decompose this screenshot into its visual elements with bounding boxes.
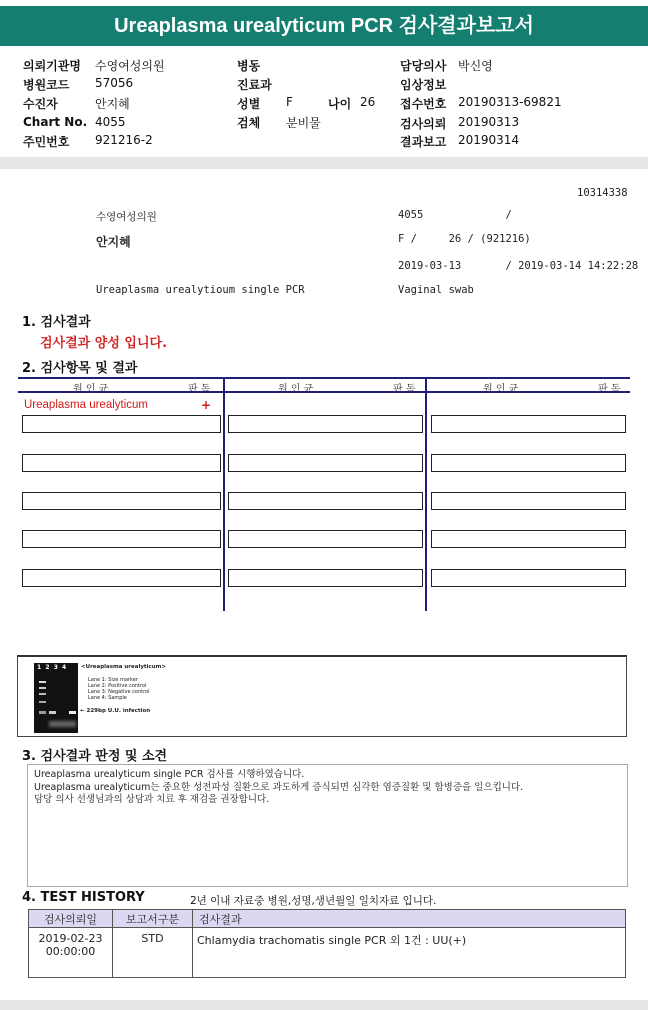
hospital-value: 수영여성의원	[95, 59, 165, 73]
record-sex-age: F / 26 / (921216)	[398, 233, 531, 245]
section2-heading: 2. 검사항목 및 결과	[22, 361, 138, 376]
code-value: 57056	[95, 76, 134, 90]
gel-lane-numbers: 1 2 3 4	[37, 664, 67, 671]
gel-band-label: ← 229bp U.U. infection	[80, 708, 151, 714]
section1-heading: 1. 검사결과	[22, 315, 91, 330]
col-organism-1: 원 인 균	[73, 384, 109, 395]
section4-heading: 4. TEST HISTORY	[22, 890, 145, 905]
opinion-line: Ureaplasma urealyticum single PCR 검사를 시행하였습니다.	[34, 769, 305, 780]
specimen-label: 검체	[237, 116, 261, 130]
section3-heading: 3. 검사결과 판정 및 소견	[22, 749, 168, 764]
request-date-value: 20190313	[458, 115, 520, 129]
age-value: 26	[360, 95, 376, 109]
result-box	[431, 530, 626, 548]
specimen-value: 분비물	[286, 116, 321, 130]
hospital-label: 의뢰기관명	[23, 59, 81, 73]
column-divider	[223, 377, 225, 611]
col-organism-3: 원 인 균	[483, 384, 519, 395]
sex-label: 성별	[237, 97, 261, 111]
organism-name: Ureaplasma urealyticum	[24, 399, 148, 411]
chart-label: Chart No.	[23, 115, 88, 129]
history-result: Chlamydia trachomatis single PCR 외 1건 : UU(+)	[193, 928, 626, 978]
report-date-value: 20190314	[458, 133, 520, 147]
age-label: 나이	[328, 97, 352, 111]
sex-value: F	[286, 95, 293, 109]
history-table	[28, 909, 626, 978]
record-number: 10314338	[577, 187, 628, 199]
ward-label: 병동	[237, 59, 261, 73]
chart-value: 4055	[95, 115, 126, 129]
report-date-label: 결과보고	[400, 135, 447, 149]
result-box	[228, 415, 423, 433]
col-organism-2: 원 인 균	[278, 384, 314, 395]
dept-label: 진료과	[237, 78, 272, 92]
history-col-result: 검사결과	[193, 910, 626, 928]
gel-legend-2: Lane 2: Positive control	[88, 683, 147, 689]
gel-legend-4: Lane 4: Sample	[88, 695, 127, 701]
history-col-date: 검사의뢰일	[29, 910, 113, 928]
record-specimen: Vaginal swab	[398, 284, 474, 296]
result-box	[228, 492, 423, 510]
result-text: 검사결과 양성 입니다.	[40, 336, 168, 351]
opinion-line: 담당 의사 선생님과의 상담과 치료 후 재검을 권장합니다.	[34, 794, 270, 805]
result-box	[22, 415, 221, 433]
patient-label: 수진자	[23, 97, 58, 111]
result-box	[22, 454, 221, 472]
result-box	[431, 492, 626, 510]
history-header-row	[29, 910, 626, 928]
record-dates: 2019-03-13 / 2019-03-14 14:22:28	[398, 260, 639, 272]
col-judgement-1: 판 독	[188, 384, 211, 395]
id-value: 921216-2	[95, 133, 153, 147]
opinion-line: Ureaplasma urealyticum는 중요한 성전파성 질환으로 과도하게 증식되면 심각한 염증질환 및 합병증을 일으킵니다.	[34, 781, 524, 793]
gel-image	[34, 663, 78, 733]
column-divider	[425, 377, 427, 611]
history-col-type: 보고서구분	[113, 910, 193, 928]
record-patient: 안지혜	[96, 235, 131, 249]
result-box	[431, 569, 626, 587]
col-judgement-2: 판 독	[393, 384, 416, 395]
footer-divider	[0, 1000, 648, 1010]
patient-value: 안지혜	[95, 97, 130, 111]
result-box	[22, 492, 221, 510]
organism-judgement: +	[201, 398, 212, 412]
receipt-label: 접수번호	[400, 97, 447, 111]
doctor-value: 박신영	[458, 59, 493, 73]
id-label: 주민번호	[23, 135, 70, 149]
code-label: 병원코드	[23, 78, 70, 92]
result-box	[22, 530, 221, 548]
gel-caption: <Ureaplasma urealyticum>	[81, 664, 166, 670]
table-row	[29, 928, 626, 978]
result-box	[431, 415, 626, 433]
history-time: 00:00:00	[45, 945, 96, 958]
receipt-value: 20190313-69821	[458, 95, 562, 109]
result-box	[228, 454, 423, 472]
request-date-label: 검사의뢰	[400, 117, 447, 131]
opinion-box	[27, 764, 628, 887]
col-judgement-3: 판 독	[598, 384, 621, 395]
doctor-label: 담당의사	[400, 59, 447, 73]
history-note: 2년 이내 자료중 병원,성명,생년월일 일치자료 입니다.	[190, 895, 437, 907]
history-date: 2019-02-23	[38, 932, 103, 945]
history-type: STD	[113, 928, 193, 978]
gel-legend-1: Lane 1: Size marker	[88, 677, 138, 683]
result-box	[431, 454, 626, 472]
result-box	[228, 569, 423, 587]
record-chart: 4055 /	[398, 209, 512, 221]
header-divider	[0, 157, 648, 169]
result-box	[22, 569, 221, 587]
record-test: Ureaplasma urealytioum single PCR	[96, 284, 305, 296]
report-title: Ureaplasma urealyticum PCR 검사결과보고서	[0, 6, 648, 46]
clinical-label: 임상정보	[400, 78, 447, 92]
results-table-header	[18, 377, 630, 393]
record-hospital: 수영여성의원	[96, 211, 157, 223]
result-box	[228, 530, 423, 548]
gel-legend-3: Lane 3: Negative control	[88, 689, 150, 695]
